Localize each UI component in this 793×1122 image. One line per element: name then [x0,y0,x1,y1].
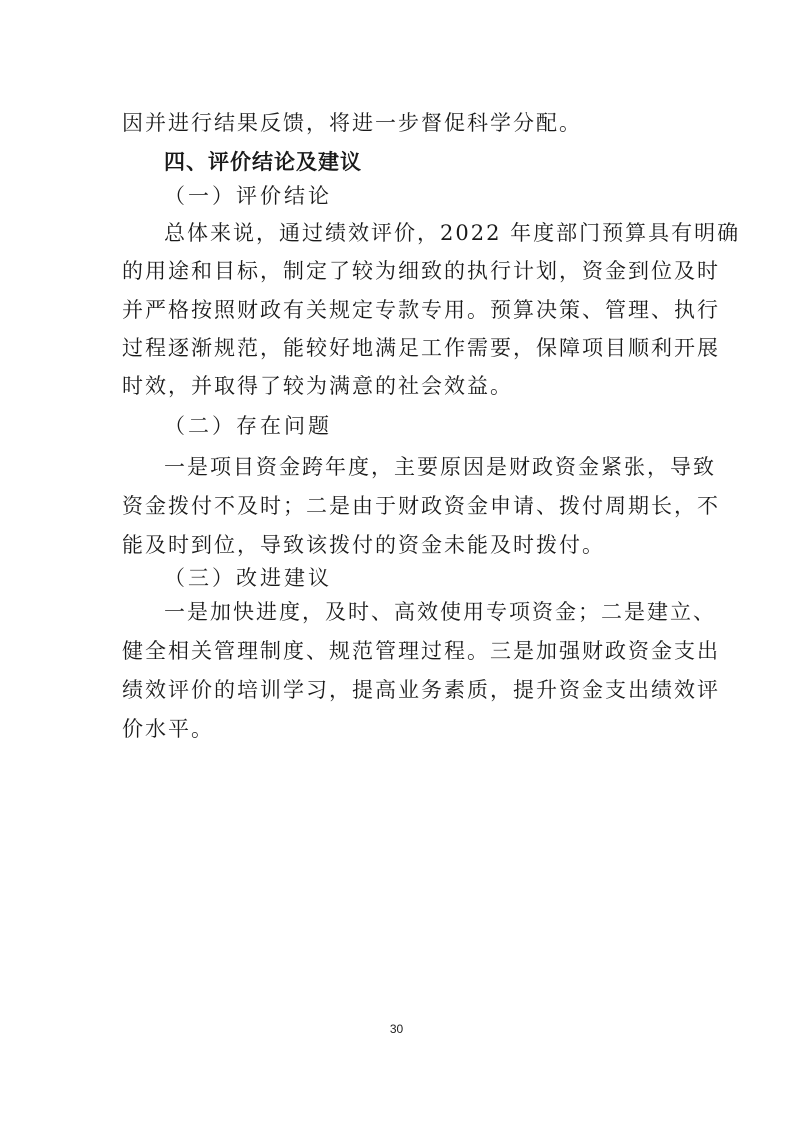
paragraph-line: 的用途和目标，制定了较为细致的执行计划，资金到位及时 [122,259,720,283]
page-number: 30 [389,1022,404,1036]
paragraph-line: 绩效评价的培训学习，提高业务素质，提升资金支出绩效评 [122,678,720,702]
paragraph-line: 时效，并取得了较为满意的社会效益。 [122,374,513,398]
paragraph-line: 健全相关管理制度、规范管理过程。三是加强财政资金支出 [122,639,720,663]
paragraph-line: 资金拨付不及时；二是由于财政资金申请、拨付周期长，不 [122,494,720,518]
paragraph-line: 过程逐渐规范，能较好地满足工作需要，保障项目顺利开展 [122,336,720,360]
section-heading: 四、评价结论及建议 [164,150,362,174]
paragraph-line: 并严格按照财政有关规定专款专用。预算决策、管理、执行 [122,298,720,322]
paragraph-line: 能及时到位，导致该拨付的资金未能及时拨付。 [122,533,605,557]
subsection-heading: （一）评价结论 [164,184,332,208]
paragraph-line: 总体来说，通过绩效评价，2022 年度部门预算具有明确 [164,221,741,245]
paragraph-line: 价水平。 [122,717,214,741]
subsection-heading: （二）存在问题 [164,414,332,438]
paragraph-line: 一是加快进度，及时、高效使用专项资金；二是建立、 [164,600,716,624]
subsection-heading: （三）改进建议 [164,566,332,590]
paragraph-line: 因并进行结果反馈，将进一步督促科学分配。 [122,111,582,135]
paragraph-line: 一是项目资金跨年度，主要原因是财政资金紧张，导致 [164,455,716,479]
